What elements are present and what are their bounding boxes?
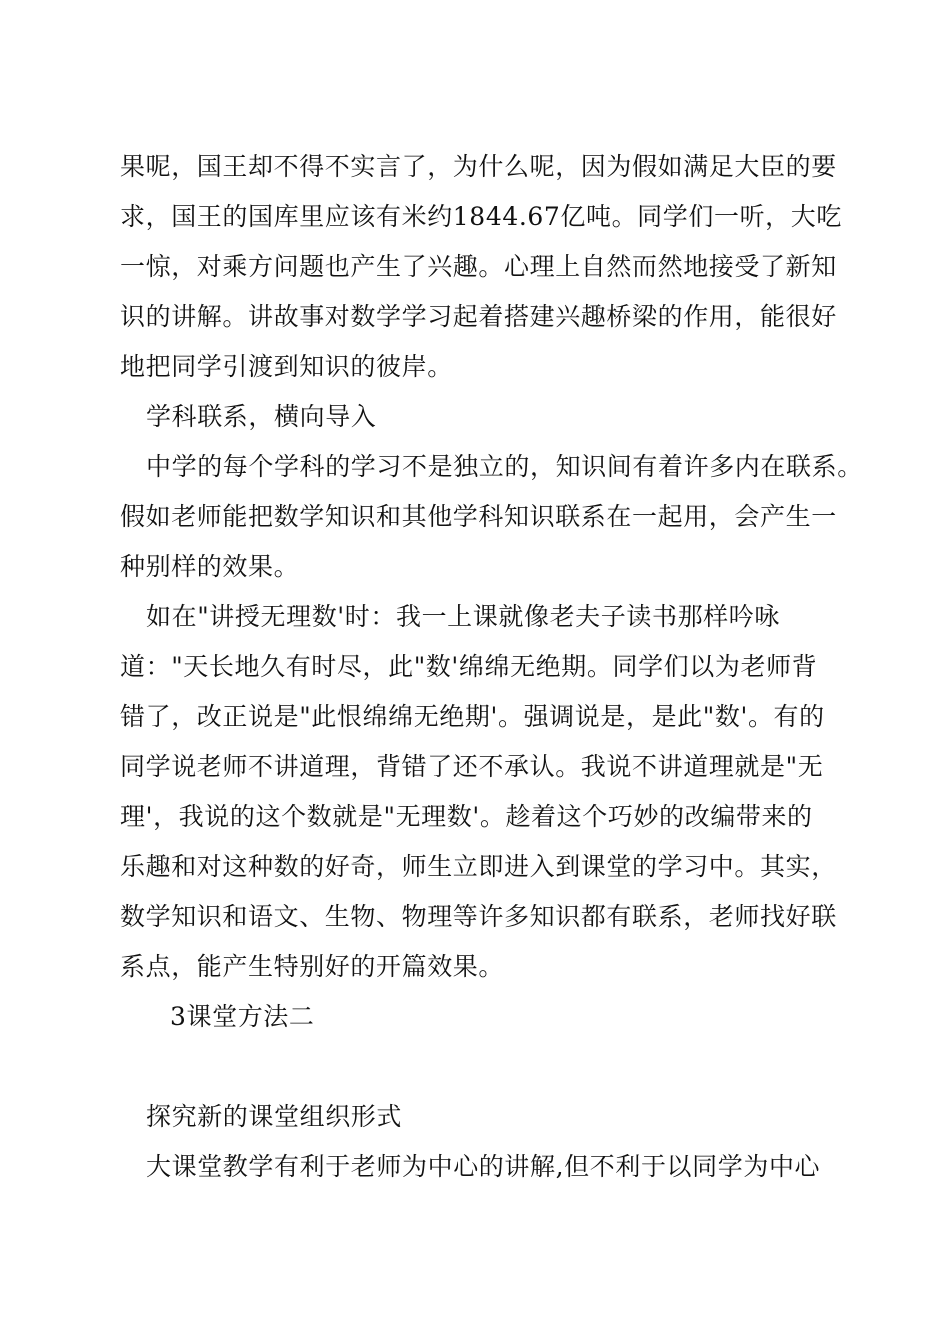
paragraph-2-line-1: 中学的每个学科的学习不是独立的，知识间有着许多内在联系。 bbox=[146, 452, 863, 481]
paragraph-4-line-1: 大课堂教学有利于老师为中心的讲解,但不利于以同学为中心 bbox=[146, 1152, 821, 1181]
section-title-method-2: 3课堂方法二 bbox=[170, 1002, 315, 1031]
paragraph-3-line-1: 如在"讲授无理数'时：我一上课就像老夫子读书那样吟咏 bbox=[146, 602, 780, 631]
paragraph-1-line-3: 一惊，对乘方问题也产生了兴趣。心理上自然而然地接受了新知 bbox=[120, 252, 837, 281]
paragraph-3-line-4: 同学说老师不讲道理，背错了还不承认。我说不讲道理就是"无 bbox=[120, 752, 824, 781]
paragraph-3-line-2: 道："天长地久有时尽，此"数'绵绵无绝期。同学们以为老师背 bbox=[120, 652, 818, 681]
paragraph-3-line-5: 理'，我说的这个数就是"无理数'。趁着这个巧妙的改编带来的 bbox=[120, 802, 813, 831]
paragraph-3-line-6: 乐趣和对这种数的好奇，师生立即进入到课堂的学习中。其实， bbox=[120, 852, 837, 881]
paragraph-2-line-2: 假如老师能把数学知识和其他学科知识联系在一起用，会产生一 bbox=[120, 502, 837, 531]
paragraph-3-line-3: 错了，改正说是"此恨绵绵无绝期'。强调说是，是此"数'。有的 bbox=[120, 702, 825, 731]
paragraph-1-line-2: 求，国王的国库里应该有米约1844.67亿吨。同学们一听，大吃 bbox=[120, 202, 842, 231]
paragraph-2-line-3: 种别样的效果。 bbox=[120, 552, 300, 581]
paragraph-3-line-8: 系点，能产生特别好的开篇效果。 bbox=[120, 952, 505, 981]
paragraph-1-line-1: 果呢，国王却不得不实言了，为什么呢，因为假如满足大臣的要 bbox=[120, 152, 837, 181]
paragraph-3-line-7: 数学知识和语文、生物、物理等许多知识都有联系，老师找好联 bbox=[120, 902, 837, 931]
paragraph-1-line-4: 识的讲解。讲故事对数学学习起着搭建兴趣桥梁的作用，能很好 bbox=[120, 302, 837, 331]
section-heading-new-class-organization: 探究新的课堂组织形式 bbox=[146, 1102, 403, 1131]
section-heading-subject-connection: 学科联系，横向导入 bbox=[146, 402, 377, 431]
paragraph-1-line-5: 地把同学引渡到知识的彼岸。 bbox=[120, 352, 453, 381]
